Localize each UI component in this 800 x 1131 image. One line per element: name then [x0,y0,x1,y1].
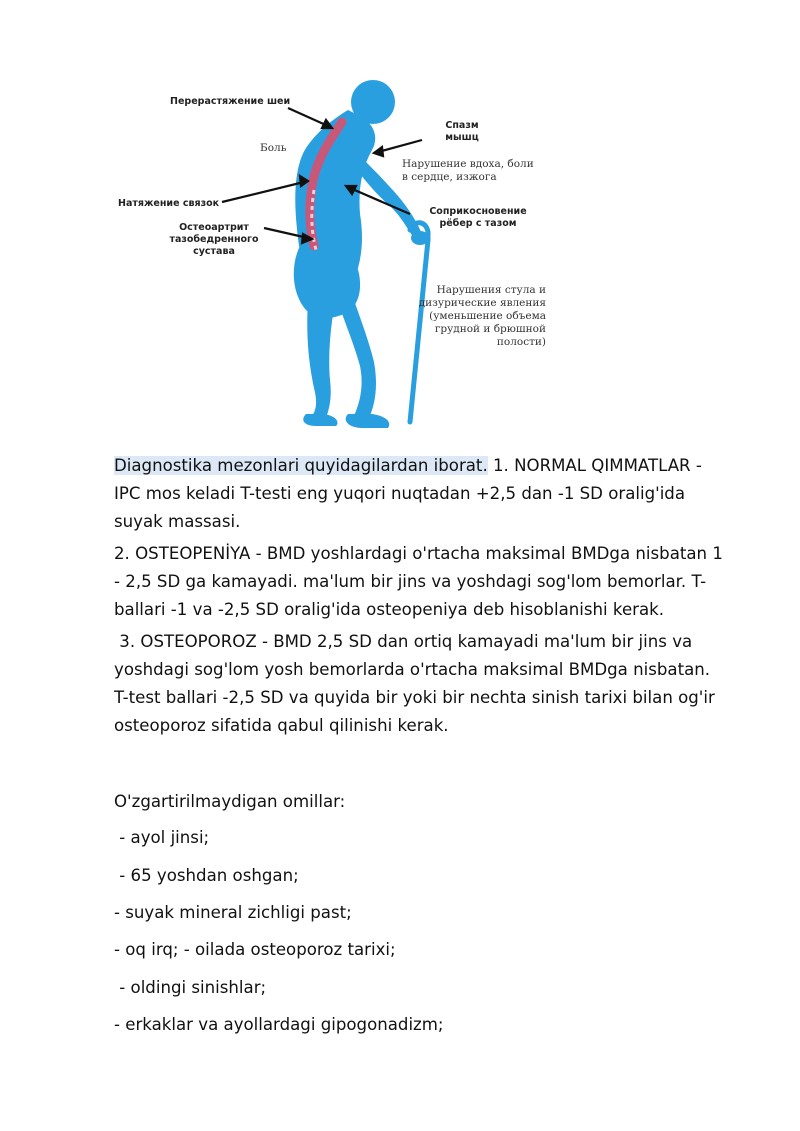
p3-line: osteoporoz sifatida qabul qilinishi kerak. [114,716,449,735]
highlighted-sentence: Diagnostika mezonlari quyidagilardan iborat. [114,456,488,475]
diagnostic-criteria-paragraph-3 [114,628,754,740]
diagnostic-criteria-paragraph-1 [114,452,754,536]
label-stool-line: Нарушения стула и [436,284,546,296]
label-muscle-spasm [432,120,492,144]
label-ribs-line: рёбер с тазом [439,218,517,229]
factor-item: - suyak mineral zichligi past; [114,903,352,922]
factor-item: - oldingi sinishlar; [114,978,267,997]
label-stool-line: дизурические явления [418,297,546,309]
label-stool-line: (уменьшение объема [429,310,546,322]
label-stool-line: полости) [496,336,546,348]
p3-line: 3. OSTEOPOROZ - BMD 2,5 SD dan ortiq kamayadi ma'lum bir jins va [114,632,693,651]
label-breathing-line: Нарушение вдоха, боли [402,158,534,170]
factor-item: - ayol jinsi; [114,828,210,847]
p1-line-rest: 1. NORMAL QIMMATLAR - [487,456,702,475]
p2-line: - 2,5 SD ga kamayadi. ma'lum bir jins va yoshdagi sog'lom bemorlar. T- [114,572,707,591]
factors-heading: O'zgartirilmaydigan omillar: [114,792,346,811]
osteoporosis-posture-figure [110,70,570,440]
label-stool-dysuria [416,284,546,349]
label-ribs-line: Соприкосновение [429,206,527,217]
label-hip-line: тазобедренного [169,234,259,245]
label-muscle-spasm-line: мышц [445,132,479,143]
p2-line: ballari -1 va -2,5 SD oralig'ida osteopeniya deb hisoblanishi kerak. [114,600,665,619]
factor-item: - 65 yoshdan oshgan; [114,866,299,885]
label-pain: Боль [260,142,287,154]
p1-line [114,452,754,480]
label-breathing-disorder [402,158,534,184]
label-hip-line: сустава [193,246,235,257]
label-stool-line: грудной и брюшной [434,323,546,335]
label-ribs-pelvis-contact [428,206,528,230]
label-hip-osteoarthritis [166,222,262,258]
label-neck-hyperextension: Перерастяжение шеи [170,96,291,107]
factor-item: - erkaklar va ayollardagi gipogonadizm; [114,1015,444,1034]
p1-line: IPC mos keladi T-testi eng yuqori nuqtadan +2,5 dan -1 SD oralig'ida [114,484,686,503]
label-ligament-tension: Натяжение связок [118,198,220,209]
label-muscle-spasm-line: Спазм [445,120,479,131]
factor-item: - oq irq; - oilada osteoporoz tarixi; [114,940,396,959]
p3-line: T-test ballari -2,5 SD va quyida bir yoki bir nechta sinish tarixi bilan og'ir [114,688,715,707]
label-breathing-line: в сердце, изжога [402,171,497,183]
p3-line: yoshdagi sog'lom yosh bemorlarda o'rtacha maksimal BMDga nisbatan. [114,660,711,679]
p2-line: 2. OSTEOPENİYA - BMD yoshlardagi o'rtacha maksimal BMDga nisbatan 1 [114,544,723,563]
diagnostic-criteria-paragraph-2 [114,540,754,624]
label-hip-line: Остеоартрит [179,222,249,233]
human-silhouette-icon [294,80,429,428]
p1-line: suyak massasi. [114,512,241,531]
